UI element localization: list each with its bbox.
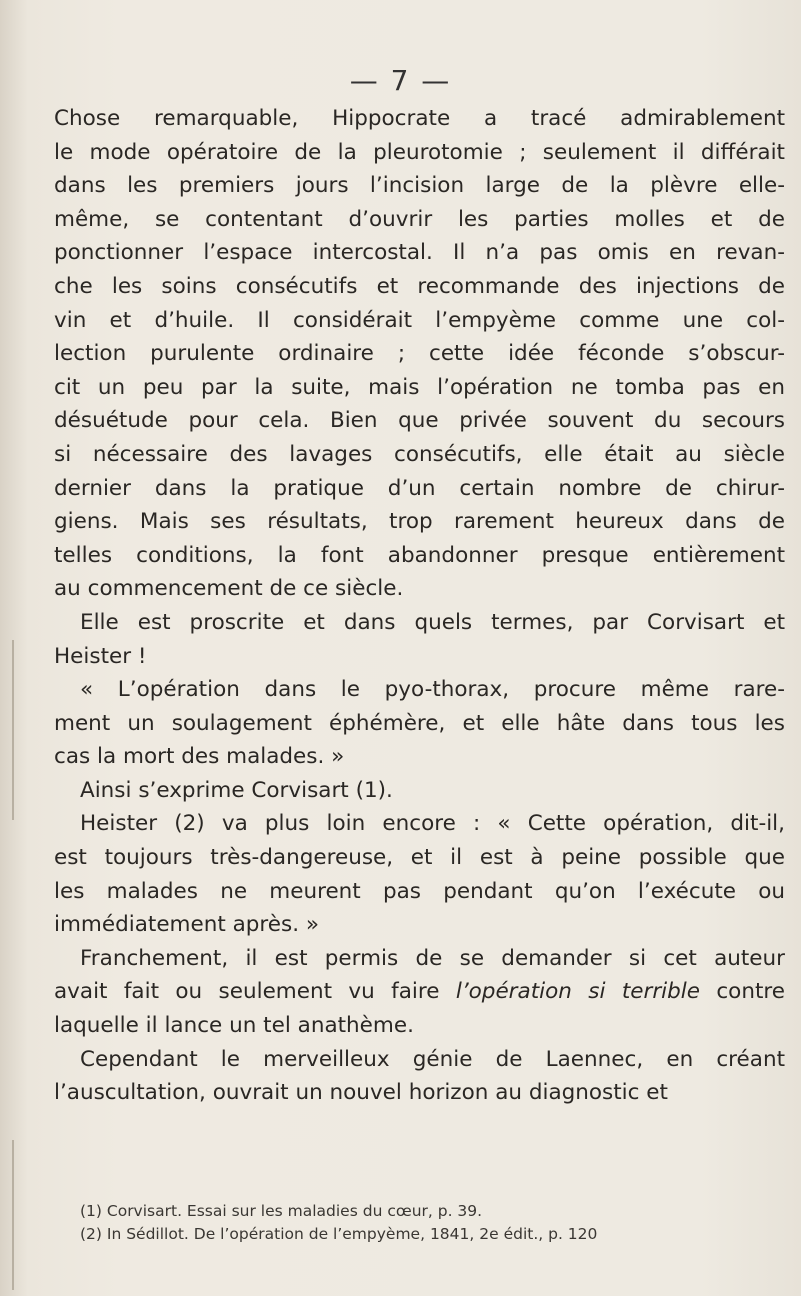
text-line: Heister (2) va plus loin encore : « Cette opération, dit-il, bbox=[80, 811, 785, 837]
paragraph bbox=[54, 774, 785, 808]
text-line: Chose remarquable, Hippocrate a tracé admirablement bbox=[54, 106, 785, 131]
italic-phrase: l’opération si terrible bbox=[455, 979, 700, 1005]
text-line: Ainsi s’exprime Corvisart (1). bbox=[80, 777, 393, 803]
text-line: Cependant le merveilleux génie de Laennec, en créant bbox=[80, 1046, 785, 1072]
footnote: (1) Corvisart. Essai sur les maladies du cœur, p. 39. bbox=[80, 1202, 483, 1220]
text-line: vin et d’huile. Il considérait l’empyème comme une col- bbox=[54, 307, 785, 333]
text-line: Heister ! bbox=[54, 643, 147, 669]
page-edge-shadow bbox=[12, 1140, 14, 1290]
paragraph bbox=[54, 606, 785, 673]
text-line: ment un soulagement éphémère, et elle hâte dans tous les bbox=[54, 710, 785, 736]
text-line: immédiatement après. » bbox=[54, 912, 320, 938]
text-line: le mode opératoire de la pleurotomie ; seulement il différait bbox=[54, 139, 785, 165]
footnotes bbox=[80, 1200, 780, 1246]
body-text bbox=[54, 102, 785, 1110]
text-line: che les soins consécutifs et recommande des injections de bbox=[54, 273, 785, 299]
text-line: ponctionner l’espace intercostal. Il n’a pas omis en revan- bbox=[54, 240, 785, 266]
text-line: « L’opération dans le pyo-thorax, procure même rare- bbox=[80, 677, 785, 703]
text-line: Elle est proscrite et dans quels termes, par Corvisart et bbox=[80, 609, 785, 635]
text-line: cas la mort des malades. » bbox=[54, 744, 345, 770]
italic-after: contre bbox=[699, 979, 785, 1005]
paragraph bbox=[54, 942, 785, 1043]
paragraph bbox=[54, 673, 785, 774]
text-line: même, se contentant d’ouvrir les parties molles et de bbox=[54, 206, 785, 232]
text-line: au commencement de ce siècle. bbox=[54, 576, 404, 602]
paragraph bbox=[54, 807, 785, 941]
text-line: si nécessaire des lavages consécutifs, elle était au siècle bbox=[54, 441, 785, 467]
paragraph bbox=[54, 1043, 785, 1110]
text-line: désuétude pour cela. Bien que privée souvent du secours bbox=[54, 408, 785, 434]
paragraph bbox=[54, 102, 785, 606]
text-line: avait fait ou seulement vu faire l’opération si terrible contre bbox=[54, 979, 785, 1005]
text-line: lection purulente ordinaire ; cette idée féconde s’obscur- bbox=[54, 341, 785, 367]
text-line: laquelle il lance un tel anathème. bbox=[54, 1013, 414, 1039]
text-line: telles conditions, la font abandonner presque entièrement bbox=[54, 542, 785, 568]
text-line: dernier dans la pratique d’un certain nombre de chirur- bbox=[54, 475, 785, 501]
text-line: l’auscultation, ouvrait un nouvel horizon au diagnostic et bbox=[54, 1080, 668, 1106]
text-line: est toujours très-dangereuse, et il est à peine possible que bbox=[54, 845, 785, 871]
text-line: giens. Mais ses résultats, trop rarement heureux dans de bbox=[54, 509, 785, 535]
page-edge-shadow bbox=[12, 640, 14, 820]
page-number: — 7 — bbox=[349, 64, 452, 97]
text-line: les malades ne meurent pas pendant qu’on l’exécute ou bbox=[54, 878, 785, 904]
text-line: dans les premiers jours l’incision large de la plèvre elle- bbox=[54, 173, 785, 199]
text-line: Franchement, il est permis de se demander si cet auteur bbox=[80, 945, 785, 971]
text-line: cit un peu par la suite, mais l’opération ne tomba pas en bbox=[54, 374, 785, 400]
footnote: (2) In Sédillot. De l’opération de l’empyème, 1841, 2e édit., p. 120 bbox=[80, 1225, 598, 1243]
